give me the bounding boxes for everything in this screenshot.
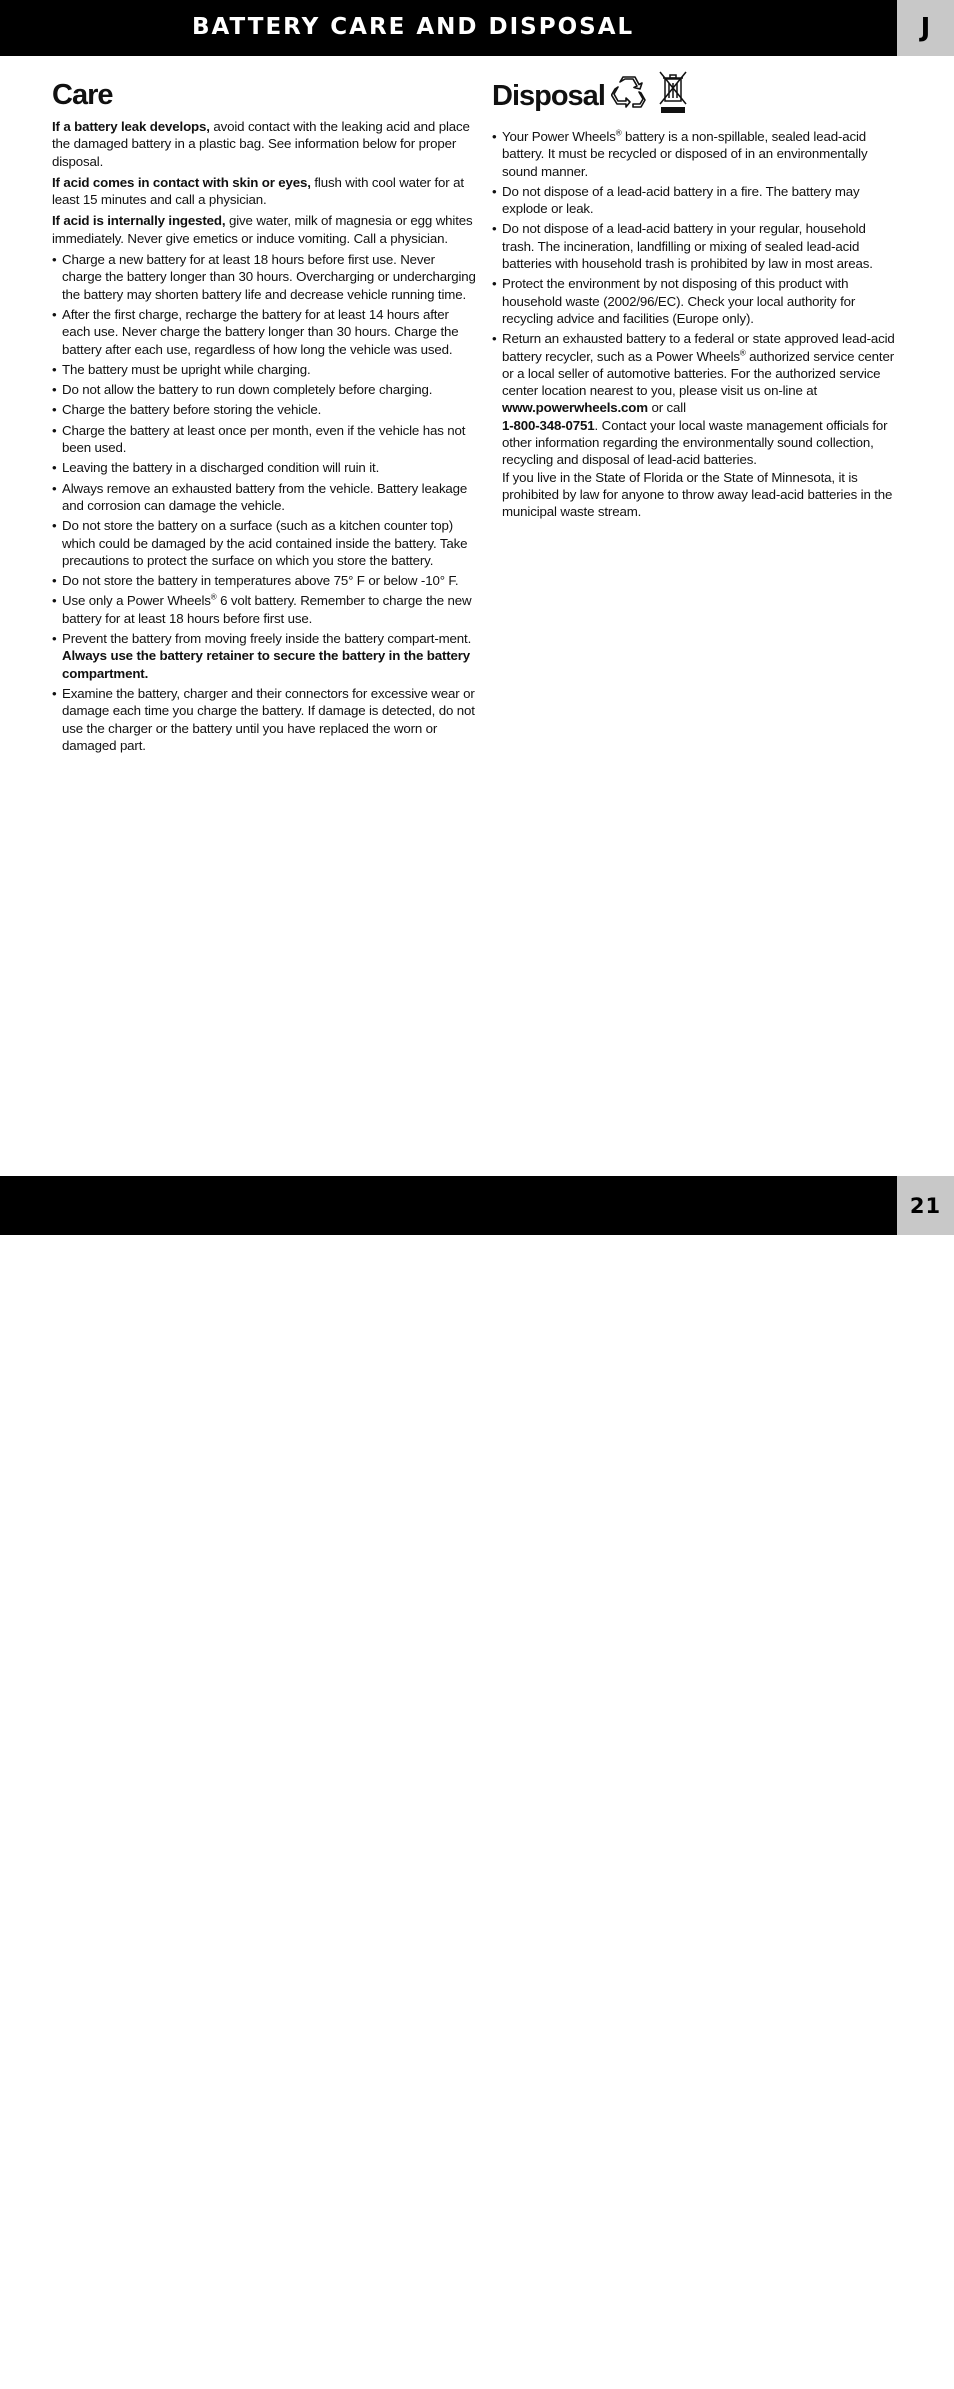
list-item: • Prevent the battery from moving freely inside the battery compart-ment. Always use the battery retainer to secure the battery in the battery compartment. (52, 630, 477, 682)
list-item: • Leaving the battery in a discharged condition will ruin it. (52, 459, 477, 476)
list-item: • After the first charge, recharge the battery for at least 14 hours after each use. Never charge the battery longer than 30 hours. Charge the battery after each use, regardless of how long the vehicle was used. (52, 306, 477, 358)
list-item: • Your Power Wheels® battery is a non-spillable, sealed lead-acid battery. It must be recycled or disposed of in an environmentally sound manner. (492, 128, 897, 180)
care-section (52, 78, 477, 757)
page-title: BATTERY CARE AND DISPOSAL (192, 14, 635, 40)
list-item: • Charge the battery at least once per month, even if the vehicle has not been used. (52, 422, 477, 457)
list-item: • Do not store the battery in temperatures above 75° F or below -10° F. (52, 572, 477, 589)
list-item: • Always remove an exhausted battery from the vehicle. Battery leakage and corrosion can damage the vehicle. (52, 480, 477, 515)
care-intro-skin: If acid comes in contact with skin or eyes, flush with cool water for at least 15 minutes and call a physician. (52, 174, 464, 208)
list-item: • Return an exhausted battery to a federal or state approved lead-acid battery recycler, such as a Power Wheels® authorized service center or a local seller of automotive batteries. For the authorized service center location nearest to you, please visit us on-line at www.powerwheels.com or call 1-800-348-0751. Contact your local waste management officials for other information regarding the environmentally sound collection, recycling and disposal of lead-acid batteries. If you live in the State of Florida or the State of Minnesota, it is prohibited by law for anyone to throw away lead-acid batteries in the municipal waste stream. (492, 330, 897, 520)
document-code: P5064pr-0920 (58, 2377, 131, 2389)
disposal-heading-row (492, 70, 897, 122)
list-item: • Do not allow the battery to run down completely before charging. (52, 381, 477, 398)
page-number: 21 (897, 1176, 954, 1235)
care-intro-leak: If a battery leak develops, avoid contact with the leaking acid and place the damaged battery in a plastic bag. See information below for proper disposal. (52, 119, 470, 169)
list-item: • Do not dispose of a lead-acid battery in your regular, household trash. The incineration, landfilling or mixing of sealed lead-acid batteries with household trash is prohibited by law in most areas. (492, 220, 897, 272)
recycle-icon (611, 75, 647, 117)
disposal-bullet-list (492, 128, 897, 521)
list-item: • Charge a new battery for at least 18 hours before first use. Never charge the battery longer than 30 hours. Overcharging or undercharging the battery may shorten battery life and decrease vehicle running time. (52, 251, 477, 303)
list-item: • Do not dispose of a lead-acid battery in a fire. The battery may explode or leak. (492, 183, 897, 218)
footer-bar (0, 1176, 954, 2389)
care-intro-ingested: If acid is internally ingested, give water, milk of magnesia or egg whites immediately. Never give emetics or induce vomiting. Call a physician. (52, 213, 473, 246)
care-bullet-list (52, 251, 477, 754)
disposal-section (492, 78, 897, 524)
list-item: • Charge the battery before storing the vehicle. (52, 401, 477, 418)
list-item: • The battery must be upright while charging. (52, 361, 477, 378)
phone-number: 1-800-348-0751 (502, 417, 595, 433)
crossed-bin-icon (657, 70, 689, 122)
care-heading: Care (52, 79, 113, 111)
list-item: • Examine the battery, charger and their connectors for excessive wear or damage each time you charge the battery. If damage is detected, do not use the charger or the battery until you have replaced the worn or damaged part. (52, 685, 477, 754)
section-tab: J (897, 0, 954, 56)
disposal-heading: Disposal (492, 80, 605, 112)
website-link[interactable]: www.powerwheels.com (502, 400, 648, 416)
list-item: • Use only a Power Wheels® 6 volt battery. Remember to charge the new battery for at least 18 hours before first use. (52, 592, 477, 627)
list-item: • Protect the environment by not disposing of this product with household waste (2002/96/EC). Check your local authority for recycling advice and facilities (Europe only). (492, 275, 897, 327)
list-item: • Do not store the battery on a surface (such as a kitchen counter top) which could be damaged by the acid contained inside the battery. Take precautions to protect the surface on which you store the battery. (52, 517, 477, 569)
header-bar (0, 0, 954, 56)
